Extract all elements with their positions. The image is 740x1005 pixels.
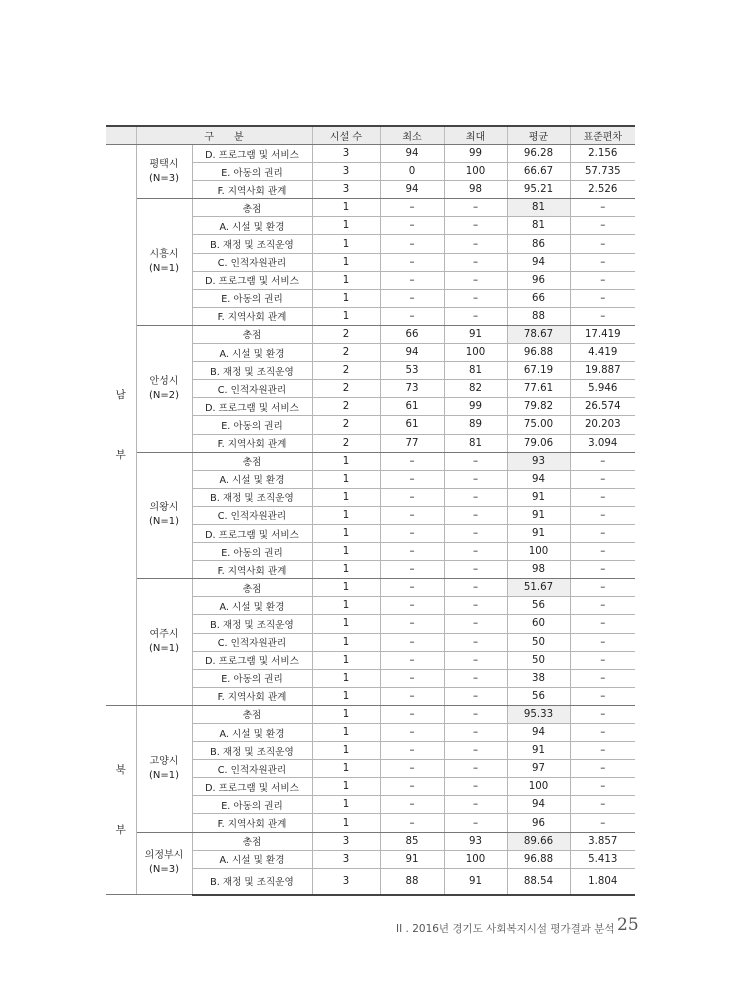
max-cell: – [444, 452, 507, 470]
item-cell: E. 아동의 권리 [192, 289, 312, 307]
item-cell: C. 인적자원관리 [192, 380, 312, 398]
mean-cell: 78.67 [507, 325, 570, 343]
facility-count-cell: 1 [312, 271, 380, 289]
std-dev-cell: – [570, 796, 635, 814]
std-dev-cell: 5.413 [570, 850, 635, 868]
item-cell: A. 시설 및 환경 [192, 850, 312, 868]
item-cell: B. 재정 및 조직운영 [192, 488, 312, 506]
max-cell: – [444, 796, 507, 814]
mean-cell: 60 [507, 615, 570, 633]
item-cell: E. 아동의 권리 [192, 669, 312, 687]
facility-count-cell: 2 [312, 416, 380, 434]
facility-count-cell: 1 [312, 199, 380, 217]
facility-count-cell: 1 [312, 579, 380, 597]
facility-count-cell: 1 [312, 506, 380, 524]
item-cell: 총점 [192, 452, 312, 470]
max-cell: – [444, 235, 507, 253]
item-cell: 총점 [192, 199, 312, 217]
facility-count-cell: 1 [312, 524, 380, 542]
std-dev-cell: – [570, 651, 635, 669]
max-cell: 89 [444, 416, 507, 434]
facility-count-cell: 3 [312, 145, 380, 163]
min-cell: 91 [380, 850, 444, 868]
mean-cell: 97 [507, 760, 570, 778]
mean-cell: 86 [507, 235, 570, 253]
facility-count-cell: 1 [312, 597, 380, 615]
table-row [106, 199, 635, 217]
facility-count-cell: 1 [312, 488, 380, 506]
min-cell: – [380, 742, 444, 760]
max-cell: – [444, 217, 507, 235]
min-cell: 61 [380, 416, 444, 434]
mean-cell: 66.67 [507, 163, 570, 181]
min-cell: – [380, 217, 444, 235]
mean-cell: 96.28 [507, 145, 570, 163]
facility-count-cell: 1 [312, 724, 380, 742]
std-dev-cell: – [570, 669, 635, 687]
facility-count-cell: 1 [312, 543, 380, 561]
min-cell: 94 [380, 145, 444, 163]
min-cell: – [380, 307, 444, 325]
item-cell: A. 시설 및 환경 [192, 597, 312, 615]
facility-count-cell: 1 [312, 796, 380, 814]
item-cell: D. 프로그램 및 서비스 [192, 398, 312, 416]
facility-count-cell: 1 [312, 814, 380, 832]
max-cell: – [444, 705, 507, 723]
table-row [106, 832, 635, 850]
item-cell: C. 인적자원관리 [192, 633, 312, 651]
facility-count-cell: 1 [312, 452, 380, 470]
min-cell: 73 [380, 380, 444, 398]
city-cell: 고양시 (N=1) [136, 705, 192, 832]
item-cell: A. 시설 및 환경 [192, 344, 312, 362]
max-cell: 100 [444, 850, 507, 868]
mean-cell: 77.61 [507, 380, 570, 398]
mean-cell: 94 [507, 724, 570, 742]
min-cell: – [380, 597, 444, 615]
max-cell: 99 [444, 145, 507, 163]
std-dev-cell: – [570, 488, 635, 506]
mean-cell: 93 [507, 452, 570, 470]
std-dev-cell: 20.203 [570, 416, 635, 434]
facility-count-cell: 1 [312, 615, 380, 633]
std-dev-cell: – [570, 615, 635, 633]
max-cell: – [444, 742, 507, 760]
table-row [106, 705, 635, 723]
mean-cell: 81 [507, 217, 570, 235]
min-cell: – [380, 524, 444, 542]
max-cell: – [444, 633, 507, 651]
item-cell: C. 인적자원관리 [192, 253, 312, 271]
std-dev-cell: – [570, 742, 635, 760]
item-cell: C. 인적자원관리 [192, 506, 312, 524]
facility-count-cell: 1 [312, 561, 380, 579]
page-number: 25 [617, 915, 639, 935]
mean-cell: 51.67 [507, 579, 570, 597]
mean-cell: 56 [507, 687, 570, 705]
max-cell: 100 [444, 163, 507, 181]
mean-cell: 98 [507, 561, 570, 579]
max-cell: – [444, 271, 507, 289]
mean-cell: 81 [507, 199, 570, 217]
item-cell: B. 재정 및 조직운영 [192, 615, 312, 633]
std-dev-cell: – [570, 470, 635, 488]
item-cell: 총점 [192, 325, 312, 343]
std-dev-cell: 4.419 [570, 344, 635, 362]
footer-chapter-title: II . 2016년 경기도 사회복지시설 평가결과 분석 [396, 923, 615, 935]
region-label: 남 부 [115, 388, 126, 461]
city-cell: 여주시 (N=1) [136, 579, 192, 706]
std-dev-cell: – [570, 235, 635, 253]
max-cell: – [444, 760, 507, 778]
max-cell: 100 [444, 344, 507, 362]
std-dev-cell: – [570, 760, 635, 778]
facility-count-cell: 2 [312, 325, 380, 343]
min-cell: – [380, 633, 444, 651]
item-cell: 총점 [192, 579, 312, 597]
std-dev-cell: 2.526 [570, 181, 635, 199]
facility-count-cell: 1 [312, 253, 380, 271]
facility-count-cell: 3 [312, 832, 380, 850]
city-cell: 의왕시 (N=1) [136, 452, 192, 579]
min-cell: – [380, 705, 444, 723]
min-cell: – [380, 651, 444, 669]
max-cell: – [444, 597, 507, 615]
max-cell: 91 [444, 868, 507, 895]
std-dev-cell: – [570, 724, 635, 742]
std-dev-cell: – [570, 687, 635, 705]
facility-count-cell: 1 [312, 235, 380, 253]
item-cell: D. 프로그램 및 서비스 [192, 271, 312, 289]
mean-cell: 79.82 [507, 398, 570, 416]
max-cell: – [444, 687, 507, 705]
region-label: 북 부 [115, 764, 126, 837]
item-cell: E. 아동의 권리 [192, 543, 312, 561]
table-row [106, 145, 635, 163]
std-dev-cell: 2.156 [570, 145, 635, 163]
city-cell: 안성시 (N=2) [136, 325, 192, 452]
std-dev-cell: 57.735 [570, 163, 635, 181]
min-cell: – [380, 687, 444, 705]
max-cell: – [444, 199, 507, 217]
max-cell: 81 [444, 362, 507, 380]
std-dev-cell: 5.946 [570, 380, 635, 398]
std-dev-cell: – [570, 705, 635, 723]
max-cell: – [444, 561, 507, 579]
max-cell: 93 [444, 832, 507, 850]
header-facility-count: 시설 수 [312, 126, 380, 145]
item-cell: 총점 [192, 832, 312, 850]
min-cell: – [380, 796, 444, 814]
item-cell: B. 재정 및 조직운영 [192, 742, 312, 760]
std-dev-cell: – [570, 506, 635, 524]
std-dev-cell: 17.419 [570, 325, 635, 343]
item-cell: D. 프로그램 및 서비스 [192, 651, 312, 669]
max-cell: – [444, 470, 507, 488]
facility-count-cell: 1 [312, 705, 380, 723]
std-dev-cell: – [570, 579, 635, 597]
min-cell: 61 [380, 398, 444, 416]
mean-cell: 67.19 [507, 362, 570, 380]
std-dev-cell: – [570, 452, 635, 470]
header-max: 최대 [444, 126, 507, 145]
item-cell: A. 시설 및 환경 [192, 724, 312, 742]
min-cell: – [380, 488, 444, 506]
region-cell [106, 705, 136, 894]
item-cell: D. 프로그램 및 서비스 [192, 145, 312, 163]
min-cell: 88 [380, 868, 444, 895]
min-cell: – [380, 760, 444, 778]
header-min: 최소 [380, 126, 444, 145]
facility-count-cell: 2 [312, 398, 380, 416]
item-cell: B. 재정 및 조직운영 [192, 235, 312, 253]
std-dev-cell: 1.804 [570, 868, 635, 895]
min-cell: – [380, 235, 444, 253]
facility-count-cell: 3 [312, 868, 380, 895]
std-dev-cell: – [570, 199, 635, 217]
mean-cell: 100 [507, 778, 570, 796]
std-dev-cell: 26.574 [570, 398, 635, 416]
header-category: 구 분 [136, 126, 312, 145]
item-cell: C. 인적자원관리 [192, 760, 312, 778]
mean-cell: 89.66 [507, 832, 570, 850]
max-cell: – [444, 253, 507, 271]
mean-cell: 95.33 [507, 705, 570, 723]
mean-cell: 88.54 [507, 868, 570, 895]
item-cell: F. 지역사회 관계 [192, 814, 312, 832]
min-cell: – [380, 253, 444, 271]
item-cell: F. 지역사회 관계 [192, 687, 312, 705]
min-cell: – [380, 579, 444, 597]
mean-cell: 94 [507, 796, 570, 814]
max-cell: 91 [444, 325, 507, 343]
min-cell: – [380, 506, 444, 524]
region-cell [106, 145, 136, 706]
facility-count-cell: 2 [312, 344, 380, 362]
max-cell: 98 [444, 181, 507, 199]
mean-cell: 91 [507, 506, 570, 524]
max-cell: – [444, 524, 507, 542]
mean-cell: 96 [507, 271, 570, 289]
std-dev-cell: – [570, 307, 635, 325]
mean-cell: 91 [507, 524, 570, 542]
item-cell: B. 재정 및 조직운영 [192, 362, 312, 380]
mean-cell: 94 [507, 470, 570, 488]
mean-cell: 95.21 [507, 181, 570, 199]
max-cell: – [444, 669, 507, 687]
mean-cell: 96 [507, 814, 570, 832]
max-cell: – [444, 543, 507, 561]
mean-cell: 96.88 [507, 850, 570, 868]
facility-count-cell: 2 [312, 362, 380, 380]
max-cell: – [444, 778, 507, 796]
std-dev-cell: – [570, 524, 635, 542]
mean-cell: 100 [507, 543, 570, 561]
item-cell: B. 재정 및 조직운영 [192, 868, 312, 895]
min-cell: – [380, 615, 444, 633]
facility-count-cell: 1 [312, 651, 380, 669]
max-cell: – [444, 615, 507, 633]
min-cell: – [380, 724, 444, 742]
min-cell: 0 [380, 163, 444, 181]
city-cell: 평택시 (N=3) [136, 145, 192, 199]
max-cell: – [444, 289, 507, 307]
mean-cell: 94 [507, 253, 570, 271]
item-cell: E. 아동의 권리 [192, 796, 312, 814]
std-dev-cell: – [570, 814, 635, 832]
mean-cell: 50 [507, 633, 570, 651]
facility-count-cell: 1 [312, 669, 380, 687]
table-row [106, 325, 635, 343]
min-cell: – [380, 289, 444, 307]
mean-cell: 56 [507, 597, 570, 615]
facility-count-cell: 1 [312, 289, 380, 307]
item-cell: F. 지역사회 관계 [192, 434, 312, 452]
item-cell: 총점 [192, 705, 312, 723]
mean-cell: 50 [507, 651, 570, 669]
item-cell: A. 시설 및 환경 [192, 217, 312, 235]
min-cell: 53 [380, 362, 444, 380]
max-cell: 99 [444, 398, 507, 416]
mean-cell: 79.06 [507, 434, 570, 452]
item-cell: E. 아동의 권리 [192, 416, 312, 434]
max-cell: – [444, 307, 507, 325]
facility-count-cell: 1 [312, 633, 380, 651]
facility-count-cell: 2 [312, 434, 380, 452]
item-cell: D. 프로그램 및 서비스 [192, 778, 312, 796]
city-cell: 시흥시 (N=1) [136, 199, 192, 326]
max-cell: – [444, 724, 507, 742]
std-dev-cell: – [570, 561, 635, 579]
item-cell: F. 지역사회 관계 [192, 561, 312, 579]
header-mean: 평균 [507, 126, 570, 145]
facility-count-cell: 1 [312, 778, 380, 796]
header-corner [106, 126, 136, 145]
city-cell: 의정부시 (N=3) [136, 832, 192, 895]
table-row [106, 452, 635, 470]
min-cell: – [380, 271, 444, 289]
max-cell: – [444, 579, 507, 597]
std-dev-cell: – [570, 289, 635, 307]
std-dev-cell: 19.887 [570, 362, 635, 380]
std-dev-cell: – [570, 271, 635, 289]
facility-count-cell: 3 [312, 163, 380, 181]
min-cell: – [380, 543, 444, 561]
std-dev-cell: – [570, 217, 635, 235]
min-cell: – [380, 778, 444, 796]
min-cell: 94 [380, 181, 444, 199]
item-cell: D. 프로그램 및 서비스 [192, 524, 312, 542]
facility-count-cell: 2 [312, 380, 380, 398]
min-cell: – [380, 470, 444, 488]
min-cell: – [380, 669, 444, 687]
max-cell: – [444, 814, 507, 832]
mean-cell: 91 [507, 488, 570, 506]
min-cell: 85 [380, 832, 444, 850]
facility-count-cell: 3 [312, 850, 380, 868]
item-cell: E. 아동의 권리 [192, 163, 312, 181]
mean-cell: 96.88 [507, 344, 570, 362]
max-cell: 81 [444, 434, 507, 452]
std-dev-cell: 3.094 [570, 434, 635, 452]
std-dev-cell: – [570, 633, 635, 651]
mean-cell: 38 [507, 669, 570, 687]
item-cell: A. 시설 및 환경 [192, 470, 312, 488]
min-cell: – [380, 814, 444, 832]
min-cell: 66 [380, 325, 444, 343]
table-row [106, 579, 635, 597]
min-cell: 94 [380, 344, 444, 362]
mean-cell: 88 [507, 307, 570, 325]
max-cell: – [444, 488, 507, 506]
facility-count-cell: 1 [312, 217, 380, 235]
header-std-dev: 표준편차 [570, 126, 635, 145]
facility-count-cell: 1 [312, 742, 380, 760]
facility-count-cell: 3 [312, 181, 380, 199]
min-cell: – [380, 452, 444, 470]
facility-count-cell: 1 [312, 760, 380, 778]
std-dev-cell: – [570, 778, 635, 796]
item-cell: F. 지역사회 관계 [192, 181, 312, 199]
mean-cell: 75.00 [507, 416, 570, 434]
max-cell: 82 [444, 380, 507, 398]
table-header-row [106, 126, 635, 145]
std-dev-cell: – [570, 253, 635, 271]
statistics-table [106, 125, 635, 896]
facility-count-cell: 1 [312, 687, 380, 705]
facility-count-cell: 1 [312, 307, 380, 325]
std-dev-cell: 3.857 [570, 832, 635, 850]
min-cell: – [380, 199, 444, 217]
item-cell: F. 지역사회 관계 [192, 307, 312, 325]
std-dev-cell: – [570, 543, 635, 561]
std-dev-cell: – [570, 597, 635, 615]
max-cell: – [444, 506, 507, 524]
facility-count-cell: 1 [312, 470, 380, 488]
min-cell: 77 [380, 434, 444, 452]
max-cell: – [444, 651, 507, 669]
mean-cell: 66 [507, 289, 570, 307]
min-cell: – [380, 561, 444, 579]
mean-cell: 91 [507, 742, 570, 760]
